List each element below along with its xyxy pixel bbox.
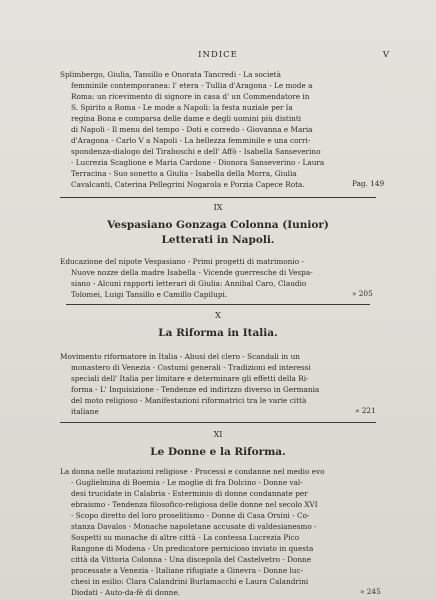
summary-line: chesi in esilio: Clara Calandrini Burlamacchi e Laura Calandrini	[71, 577, 309, 586]
section-divider	[60, 197, 376, 198]
chapter-numeral: IX	[213, 203, 223, 212]
summary-line: di Napoli - Il menu del tempo - Doti e corredo - Giovanna e Maria	[71, 125, 313, 134]
chapter-title	[0, 445, 436, 460]
chapter-summary	[60, 256, 348, 300]
summary-line: stanza Davalos - Monache napoletane accusate di valdesianesmo -	[71, 522, 317, 531]
summary-line: S. Spirito a Roma - Le mode a Napoli: la festa nuziale per la	[71, 103, 293, 112]
summary-line: Movimento riformatore in Italia - Abusi del clero - Scandali in un	[60, 352, 300, 361]
chapter-numeral: X	[215, 311, 221, 320]
summary-line: desi trucidate in Calabria - Esterminio di donne condannate per	[71, 489, 308, 498]
summary-line: Sospetti su monache di altre città - La contessa Lucrezia Pico	[71, 533, 300, 542]
summary-line: forma - L' Inquisizione - Tendenze ed indirizzo diverso in Germania	[71, 385, 320, 394]
summary-line: d'Aragona - Carlo V a Napoli - La bellezza femminile e una corri-	[71, 136, 311, 145]
summary-line: Splimbergo, Giulia, Tansillo e Onorata Tancredi - La società	[60, 70, 281, 79]
summary-line: La donna nelle mutazioni religiose - Processi e condanne nel medio evo	[60, 467, 325, 476]
summary-line: siano - Alcuni rapporti letterari di Giulia: Annibal Caro, Claudio	[71, 279, 307, 288]
summary-line: Nuove nozze della madre Isabella - Vicende guerresche di Vespa-	[71, 268, 313, 277]
summary-line: spondenza-dialogo del Tiraboschi e dell' Affò - Isabella Sanseverino	[71, 147, 321, 156]
summary-line: Terracina - Suo sonetto a Giulia - Isabella della Morra, Giulia	[71, 169, 297, 178]
summary-line: regina Bona e comparsa delle dame e degli uomini più distinti	[71, 114, 302, 123]
summary-line: Tolomei, Luigi Tansillo e Camillo Capilupi.	[71, 290, 228, 299]
summary-line: Diodati - Auto-da-fè di donne.	[71, 588, 180, 597]
summary-line: speciali dell' Italia per limitare e determinare gli effetti della Ri-	[71, 374, 309, 383]
summary-line: - Guglielmina di Boemia - Le moglie di fra Dolcino - Donne val-	[71, 478, 303, 487]
header-page-number: V	[382, 50, 390, 60]
chapter-title	[0, 218, 436, 248]
chapter-numeral: XI	[213, 430, 223, 439]
summary-line: femminile contemporanea: l' etera - Tullia d'Aragona - Le mode a	[71, 81, 313, 90]
section-divider	[60, 422, 376, 423]
summary-line: - Scopo diretto del loro proselitismo - Donne di Casa Orsini - Co-	[71, 511, 310, 520]
chapter-title-line: Vespasiano Gonzaga Colonna (Iunior)	[107, 219, 329, 231]
chapter-title-line: La Riforma in Italia.	[158, 327, 278, 339]
summary-line: Roma: un ricevimento di signore in casa d' un Commendatore in	[71, 92, 310, 101]
chapter-title-line: Le Donne e la Riforma.	[150, 446, 286, 458]
summary-line: ebraismo - Tendenza filosofico-religiosa delle donne nel secolo XVI	[71, 500, 318, 509]
page-reference: » 205	[352, 289, 373, 298]
page-reference: » 245	[360, 587, 381, 596]
section-summary-previous	[60, 69, 348, 190]
summary-line: italiane	[71, 407, 99, 416]
header-title: INDICE	[198, 50, 238, 60]
page-reference: » 221	[355, 406, 376, 415]
summary-line: - Lucrezia Scaglione e Maria Cardone - Dionora Sanseverino - Laura	[71, 158, 325, 167]
summary-line: città da Vittoria Colonna - Una discepola del Castelvetro - Donne	[71, 555, 312, 564]
summary-line: Rangone di Modena - Un predicatore pernicioso inviato in questa	[71, 544, 314, 553]
chapter-summary	[60, 466, 358, 598]
chapter-summary	[60, 351, 348, 417]
summary-line: Educazione del nipote Vespasiano - Primi progetti di matrimonio -	[60, 257, 304, 266]
page-reference: Pag. 149	[352, 179, 385, 188]
chapter-title	[0, 326, 436, 341]
summary-line: Cavalcanti, Caterina Pellegrini Nogarola e Porzia Capece Rota.	[71, 180, 305, 189]
summary-line: monastero di Venezia - Costumi generali - Tradizioni ed interessi	[71, 363, 311, 372]
running-header	[0, 50, 436, 64]
chapter-title-line: Letterati in Napoli.	[161, 234, 275, 246]
summary-line: del moto religioso - Manifestazioni riformatrici tra le varie città	[71, 396, 307, 405]
section-divider	[66, 304, 370, 305]
summary-line: processate a Venezia - Italiane rifugiate a Ginevra - Donne luc-	[71, 566, 304, 575]
